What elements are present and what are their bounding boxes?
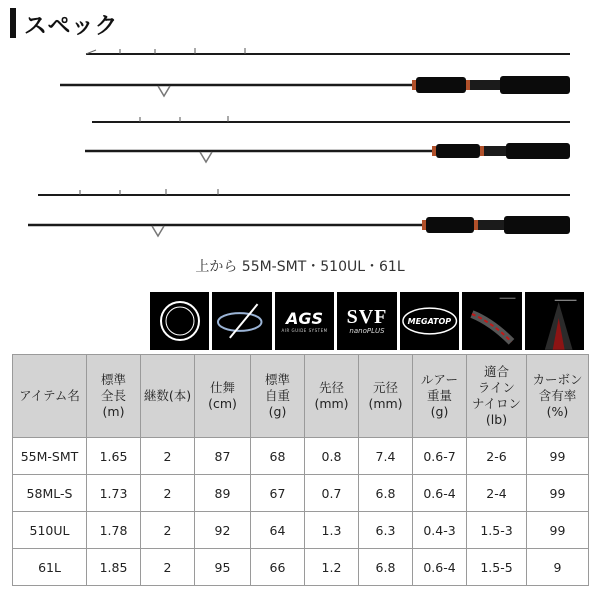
cell-tip-diameter: 0.8 <box>305 438 359 475</box>
cell-tip-diameter: 1.3 <box>305 512 359 549</box>
technology-logo-strip <box>150 292 584 350</box>
header-closed-length: 仕舞 (cm) <box>195 355 251 438</box>
mega-logo <box>212 292 271 350</box>
cell-carbon-content: 99 <box>527 438 589 475</box>
header-item-name: アイテム名 <box>13 355 87 438</box>
header-tip-diameter: 先径 (mm) <box>305 355 359 438</box>
cell-item-name: 55M-SMT <box>13 438 87 475</box>
svf-logo-subtext: nanoPLUS <box>349 327 385 335</box>
page-title: スペック <box>24 12 118 39</box>
cell-sections: 2 <box>141 512 195 549</box>
cell-closed-length: 89 <box>195 475 251 512</box>
cell-weight: 67 <box>251 475 305 512</box>
rod-product-images <box>0 40 600 250</box>
cell-lure-weight: 0.6-4 <box>413 475 467 512</box>
cell-length: 1.65 <box>87 438 141 475</box>
cell-item-name: 58ML-S <box>13 475 87 512</box>
cell-lure-weight: 0.6-7 <box>413 438 467 475</box>
x-spiral-logo <box>462 292 521 350</box>
cell-sections: 2 <box>141 438 195 475</box>
header-line-nylon: 適合 ライン ナイロン (lb) <box>467 355 527 438</box>
cell-lure-weight: 0.4-3 <box>413 512 467 549</box>
cell-closed-length: 92 <box>195 512 251 549</box>
header-weight: 標準 自重 (g) <box>251 355 305 438</box>
cell-carbon-content: 9 <box>527 549 589 586</box>
cell-item-name: 510UL <box>13 512 87 549</box>
header-accent-bar <box>10 8 16 38</box>
cell-closed-length: 87 <box>195 438 251 475</box>
cell-butt-diameter: 6.3 <box>359 512 413 549</box>
cell-sections: 2 <box>141 475 195 512</box>
cell-tip-diameter: 1.2 <box>305 549 359 586</box>
header-sections: 継数(本) <box>141 355 195 438</box>
table-row <box>13 512 589 549</box>
cell-closed-length: 95 <box>195 549 251 586</box>
cell-weight: 68 <box>251 438 305 475</box>
header-lure-weight: ルアー 重量 (g) <box>413 355 467 438</box>
cell-length: 1.78 <box>87 512 141 549</box>
rod-order-caption: 上から 55M-SMT・510UL・61L <box>195 259 405 275</box>
header-carbon-content: カーボン 含有率 (%) <box>527 355 589 438</box>
cell-line-nylon: 1.5-5 <box>467 549 527 586</box>
rod-image-510ul <box>85 116 570 162</box>
ags-logo <box>275 292 334 350</box>
cell-butt-diameter: 6.8 <box>359 549 413 586</box>
megatop-logo-text: MEGATOP <box>407 316 452 326</box>
cell-lure-weight: 0.6-4 <box>413 549 467 586</box>
table-row <box>13 438 589 475</box>
table-row <box>13 549 589 586</box>
cell-tip-diameter: 0.7 <box>305 475 359 512</box>
rod-image-61l <box>28 189 570 236</box>
v-joint-logo <box>525 292 584 350</box>
cell-weight: 64 <box>251 512 305 549</box>
ags-logo-text: AGS <box>286 309 324 328</box>
svf-logo-text: SVF <box>346 306 388 328</box>
header-butt-diameter: 元径 (mm) <box>359 355 413 438</box>
spec-table <box>12 354 589 586</box>
cell-butt-diameter: 6.8 <box>359 475 413 512</box>
rod-image-55m-smt <box>60 48 570 96</box>
megatop-logo <box>400 292 459 350</box>
cell-carbon-content: 99 <box>527 475 589 512</box>
cell-line-nylon: 1.5-3 <box>467 512 527 549</box>
cell-length: 1.85 <box>87 549 141 586</box>
svf-logo <box>337 292 396 350</box>
cell-length: 1.73 <box>87 475 141 512</box>
table-row <box>13 475 589 512</box>
cell-sections: 2 <box>141 549 195 586</box>
header-length: 標準 全長 (m) <box>87 355 141 438</box>
bs-logo <box>150 292 209 350</box>
cell-carbon-content: 99 <box>527 512 589 549</box>
cell-weight: 66 <box>251 549 305 586</box>
section-header <box>10 8 118 38</box>
ags-logo-subtext: AIR GUIDE SYSTEM <box>281 328 328 333</box>
cell-line-nylon: 2-6 <box>467 438 527 475</box>
cell-item-name: 61L <box>13 549 87 586</box>
cell-butt-diameter: 7.4 <box>359 438 413 475</box>
cell-line-nylon: 2-4 <box>467 475 527 512</box>
spec-table-header-row <box>13 355 589 438</box>
